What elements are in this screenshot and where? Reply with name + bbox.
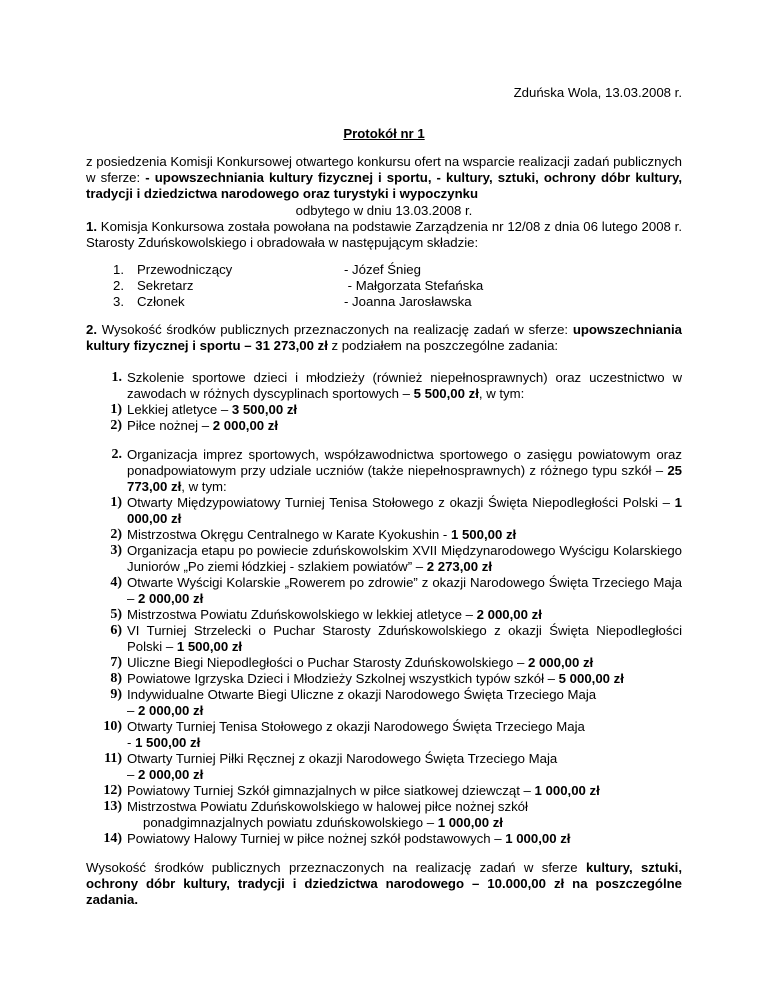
sub-number: 6) — [110, 623, 122, 638]
section1-number: 1. — [86, 219, 97, 234]
sub-text — [127, 418, 682, 434]
sub-text — [127, 783, 682, 799]
sub-text — [127, 655, 682, 671]
held-date-line: odbytego w dniu 13.03.2008 r. — [295, 203, 473, 218]
section2-paragraph — [86, 322, 682, 354]
member-role: Przewodniczący — [137, 262, 233, 277]
document-title: Protokół nr 1 — [343, 126, 425, 141]
sub-description: Organizacja etapu po powiecie zduńskowolskim XVII Międzynarodowego Wyścigu Kolarskiego Juniorów „Po ziemi łódzkiej - szlakiem powiatów” – — [127, 543, 682, 574]
sub-text — [127, 607, 682, 623]
member-number: 3. — [113, 294, 124, 309]
sub-amount: 1 500,00 zł — [135, 735, 201, 750]
sub-description: Otwarty Turniej Tenisa Stołowego z okazji Narodowego Święta Trzeciego Maja — [127, 719, 585, 734]
section1-text: Komisja Konkursowa została powołana na podstawie Zarządzenia nr 12/08 z dnia 06 lutego 2008 r. Starosty Zduńskowolskiego i obradowała w następującym składzie: — [86, 219, 682, 250]
sub-text — [127, 799, 682, 831]
sub-description: Otwarty Międzypowiatowy Turniej Tenisa Stołowego z okazji Święta Niepodległości Polski – — [127, 495, 675, 510]
date-line: Zduńska Wola, 13.03.2008 r. — [513, 85, 682, 100]
sub-description-cont: – — [127, 703, 138, 718]
sub-text — [127, 687, 682, 719]
sub-amount: 2 000,00 zł — [138, 591, 204, 606]
intro-text: z posiedzenia Komisji Konkursowej otwartego konkursu ofert na wsparcie realizacji zadań publicznych w sferze: — [86, 154, 682, 185]
section3-paragraph — [86, 860, 682, 908]
sub-text — [127, 402, 682, 418]
intro-bold-text: - upowszechniania kultury fizycznej i sportu, - kultury, sztuki, ochrony dóbr kultury, tradycji i dziedzictwa narodowego oraz turystyki i wypoczynku — [86, 170, 682, 201]
sub-amount: 1 500,00 zł — [450, 527, 517, 542]
sub-amount: 2 273,00 zł — [426, 559, 493, 574]
sub-amount: 5 000,00 zł — [558, 671, 624, 686]
sub-text — [127, 623, 682, 655]
sub-amount: 1 000,00 zł — [127, 495, 682, 526]
sub-description: VI Turniej Strzelecki o Puchar Starosty Zduńskowolskiego z okazji Święta Niepodległości Polski – — [127, 623, 682, 654]
sub-number: 2) — [110, 527, 122, 542]
task-number: 2. — [111, 447, 122, 462]
sub-text — [127, 719, 682, 751]
section2-text-b: z podziałem na poszczególne zadania: — [327, 338, 559, 353]
sub-amount: 2 000,00 zł — [212, 418, 279, 433]
sub-amount: 2 000,00 zł — [138, 767, 204, 782]
sub-description: Lekkiej atletyce – — [127, 402, 232, 417]
sub-text — [127, 575, 682, 607]
sub-description: Indywidualne Otwarte Biegi Uliczne z okazji Narodowego Święta Trzeciego Maja — [127, 687, 597, 702]
section2-number: 2. — [86, 322, 97, 337]
sub-amount: 1 500,00 zł — [176, 639, 243, 654]
section3-bold: kultury, sztuki, ochrony dóbr kultury, tradycji i dziedzictwa narodowego – 10.000,00 zł na poszczególne zadania. — [86, 860, 682, 907]
sub-number: 14) — [103, 831, 122, 846]
sub-text — [127, 671, 682, 687]
task-description: Szkolenie sportowe dzieci i młodzieży (również niepełnosprawnych) oraz uczestnictwo w zawodach w różnych dyscyplinach sportowych – — [127, 370, 682, 401]
sub-text — [127, 751, 682, 783]
sub-description-cont: – — [127, 767, 138, 782]
sub-description: Uliczne Biegi Niepodległości o Puchar Starosty Zduńskowolskiego – — [127, 655, 528, 670]
member-role: Sekretarz — [137, 278, 194, 293]
sub-text — [127, 527, 682, 543]
section1-paragraph — [86, 219, 682, 251]
sub-number: 11) — [104, 751, 122, 766]
sub-number: 5) — [110, 607, 122, 622]
sub-number: 4) — [110, 575, 122, 590]
sub-description: Mistrzostwa Okręgu Centralnego w Karate Kyokushin - — [127, 527, 451, 542]
sub-description: Powiatowy Turniej Szkół gimnazjalnych w piłce siatkowej dziewcząt – — [127, 783, 535, 798]
sub-text — [127, 831, 682, 847]
section3-text: Wysokość środków publicznych przeznaczonych na realizację zadań w sferze — [86, 860, 586, 875]
task-amount: 5 500,00 zł — [413, 386, 479, 401]
member-role: Członek — [137, 294, 185, 309]
member-person: - Małgorzata Stefańska — [344, 278, 484, 293]
task-tail: , w tym: — [478, 386, 525, 401]
intro-paragraph — [86, 154, 682, 202]
sub-text — [127, 543, 682, 575]
member-person: - Józef Śnieg — [344, 262, 421, 277]
sub-text — [127, 495, 682, 527]
sub-amount: 2 000,00 zł — [138, 703, 204, 718]
sub-description-cont: ponadgimnazjalnych powiatu zduńskowolskiego – — [143, 815, 438, 830]
sub-number: 8) — [110, 671, 122, 686]
member-person: - Joanna Jarosławska — [344, 294, 472, 309]
member-number: 1. — [113, 262, 124, 277]
sub-description: Otwarte Wyścigi Kolarskie „Rowerem po zdrowie” z okazji Narodowego Święta Trzeciego Maja – — [127, 575, 682, 606]
sub-number: 10) — [103, 719, 122, 734]
sub-number: 1) — [110, 402, 122, 417]
sub-description: Otwarty Turniej Piłki Ręcznej z okazji Narodowego Święta Trzeciego Maja — [127, 751, 558, 766]
sub-number: 7) — [110, 655, 122, 670]
sub-description: Mistrzostwa Powiatu Zduńskowolskiego w halowej piłce nożnej szkół — [127, 799, 528, 814]
task-number: 1. — [111, 370, 122, 385]
task-tail: , w tym: — [181, 479, 227, 494]
sub-amount: 3 500,00 zł — [231, 402, 298, 417]
task-text — [127, 447, 682, 495]
section2-text-a: Wysokość środków publicznych przeznaczonych na realizację zadań w sferze: — [97, 322, 573, 337]
sub-number: 3) — [110, 543, 122, 558]
section2-bold: upowszechniania kultury fizycznej i sportu – 31 273,00 zł — [86, 322, 682, 353]
task-amount: 25 773,00 zł — [127, 463, 682, 494]
task-text — [127, 370, 682, 402]
sub-description: Powiatowy Halowy Turniej w piłce nożnej szkół podstawowych – — [127, 831, 506, 846]
sub-amount: 2 000,00 zł — [476, 607, 542, 622]
sub-amount: 1 000,00 zł — [534, 783, 600, 798]
sub-amount: 1 000,00 zł — [505, 831, 571, 846]
sub-amount: 1 000,00 zł — [437, 815, 503, 830]
sub-amount: 2 000,00 zł — [527, 655, 594, 670]
member-number: 2. — [113, 278, 124, 293]
sub-number: 13) — [103, 799, 122, 814]
sub-number: 9) — [110, 687, 122, 702]
sub-description: Mistrzostwa Powiatu Zduńskowolskiego w lekkiej atletyce – — [127, 607, 477, 622]
sub-number: 2) — [110, 418, 122, 433]
sub-description: Piłce nożnej – — [127, 418, 213, 433]
sub-description-cont: - — [127, 735, 136, 750]
task-description: Organizacja imprez sportowych, współzawodnictwa sportowego o zasięgu powiatowym oraz ponadpowiatowym przy udziale uczniów (także niepełnosprawnych) z różnego typu szkół – — [127, 447, 682, 478]
sub-number: 1) — [110, 495, 122, 510]
sub-number: 12) — [103, 783, 122, 798]
sub-description: Powiatowe Igrzyska Dzieci i Młodzieży Szkolnej wszystkich typów szkół – — [127, 671, 559, 686]
